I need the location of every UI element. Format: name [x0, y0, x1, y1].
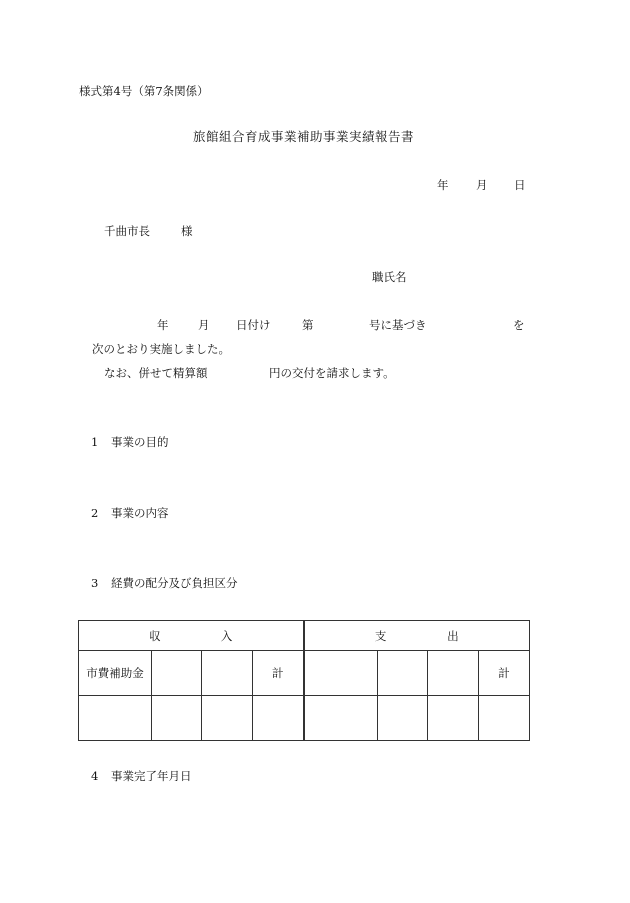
body-wo: を: [513, 318, 525, 332]
income-total-label-cell: 計: [253, 651, 304, 696]
date-day: 日: [514, 178, 526, 192]
expense-header-char-2: 出: [447, 628, 459, 643]
section-number: 2: [91, 506, 99, 520]
expense-header-char-1: 支: [374, 628, 387, 643]
body-line-2: 次のとおり実施しました。: [92, 342, 230, 356]
table-header-row: [79, 621, 530, 651]
table-cell: [428, 651, 479, 696]
subsidy-label-cell: 市費補助金: [79, 651, 152, 696]
body-go: 号に基づき: [369, 318, 427, 332]
table-cell: [428, 696, 479, 741]
table-cell: [378, 696, 428, 741]
table-row: [79, 651, 530, 696]
document-title: 旅館組合育成事業補助事業実績報告書: [193, 129, 415, 144]
table-cell: [304, 651, 378, 696]
income-header-char-1: 収: [149, 628, 161, 643]
section-number: 3: [91, 576, 99, 590]
applicant-label: 職氏名: [372, 270, 407, 284]
table-cell: [378, 651, 428, 696]
body-date-suffix: 日付け: [236, 318, 271, 332]
income-header-char-2: 入: [220, 628, 233, 643]
table-cell: [202, 651, 253, 696]
income-header: [79, 621, 304, 651]
section-label: 事業の目的: [111, 435, 169, 449]
body-line-3b: 円の交付を請求します。: [269, 366, 395, 380]
body-line-3a: なお、併せて精算額: [104, 366, 208, 380]
date-month: 月: [476, 178, 488, 192]
body-month: 月: [198, 318, 210, 332]
date-year: 年: [437, 178, 449, 192]
expense-total-label-cell: 計: [479, 651, 530, 696]
table-cell: [79, 696, 152, 741]
section-number: 1: [91, 435, 99, 449]
body-year: 年: [157, 318, 169, 332]
addressee-name: 千曲市長: [104, 224, 150, 238]
section-label: 事業の内容: [111, 506, 169, 520]
section-label: 経費の配分及び負担区分: [111, 576, 238, 590]
table-cell: [479, 696, 530, 741]
table-cell: [304, 696, 378, 741]
table-cell: [152, 651, 202, 696]
table-cell: [152, 696, 202, 741]
section-label: 事業完了年月日: [111, 769, 192, 783]
table-row: [79, 696, 530, 741]
budget-table: [78, 620, 530, 741]
table-cell: [202, 696, 253, 741]
body-dai: 第: [302, 318, 314, 332]
table-cell: [253, 696, 304, 741]
expense-header: [304, 621, 530, 651]
addressee-honorific: 様: [181, 224, 193, 238]
section-number: 4: [91, 769, 99, 783]
form-id: 様式第4号（第7条関係）: [79, 84, 209, 98]
